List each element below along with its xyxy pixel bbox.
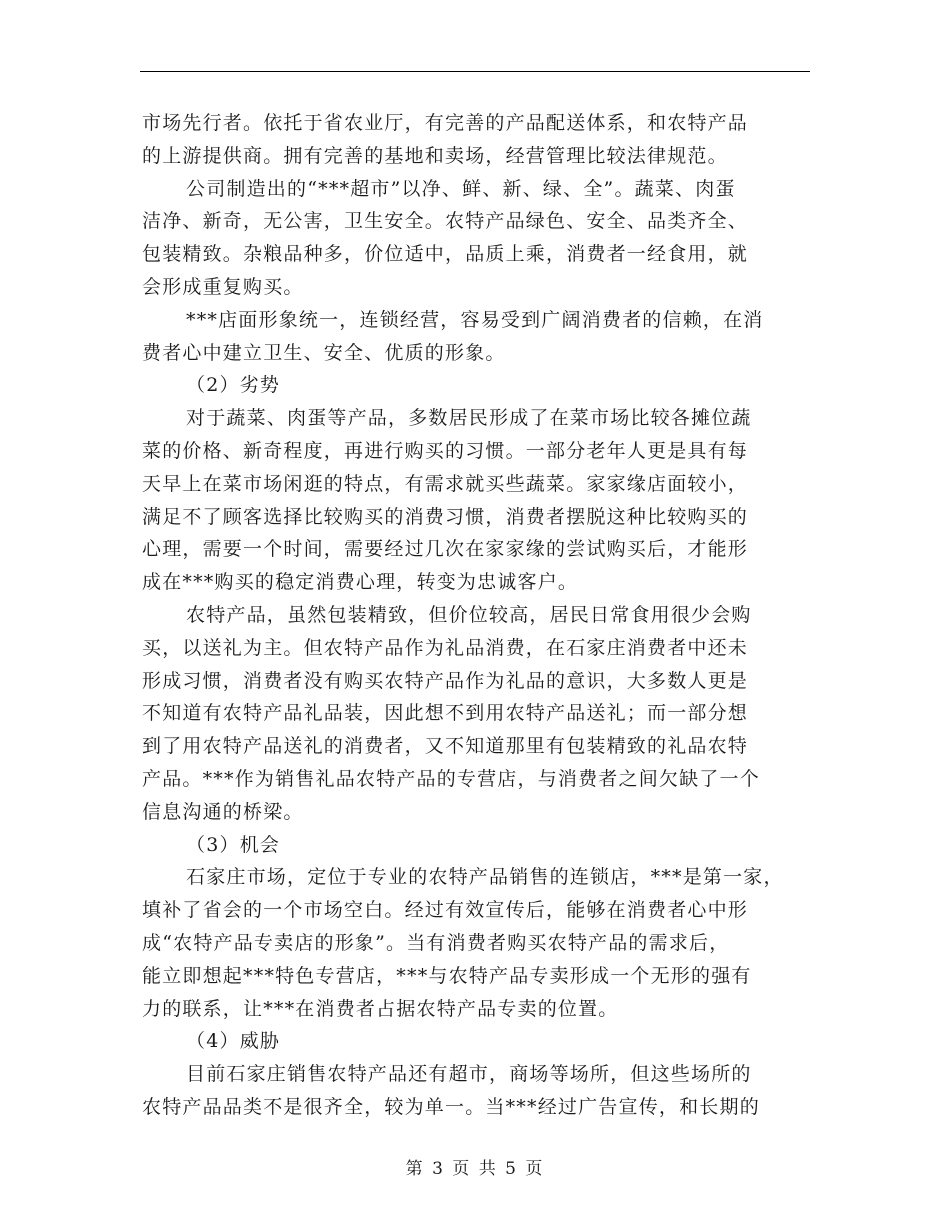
paragraph-start: 农特产品，虽然包装精致，但价位较高，居民日常食用很少会购: [186, 603, 752, 626]
body-line: 的上游提供商。拥有完善的基地和卖场，经营管理比较法律规范。: [142, 144, 728, 167]
body-line: 不知道有农特产品礼品装，因此想不到用农特产品送礼；而一部分想: [142, 702, 749, 725]
body-line: 能立即想起***特色专营店，***与农特产品专卖形成一个无形的强有: [142, 964, 752, 987]
body-line: 费者心中建立卫生、安全、优质的形象。: [142, 341, 506, 364]
body-line: 菜的价格、新奇程度，再进行购买的习惯。一部分老年人更是具有每: [142, 439, 749, 462]
section-heading-threat: （4）威胁: [186, 1030, 281, 1053]
body-line: 力的联系，让***在消费者占据农特产品专卖的位置。: [142, 997, 619, 1020]
page-number-footer: 第 3 页 共 5 页: [405, 1159, 545, 1179]
body-line: 成在***购买的稳定消费心理，转变为忠诚客户。: [142, 571, 579, 594]
body-line: 市场先行者。依托于省农业厅，有完善的产品配送体系，和农特产品: [142, 112, 749, 134]
body-line: 满足不了顾客选择比较购买的消费习惯，消费者摆脱这种比较购买的: [142, 505, 749, 528]
paragraph-start: 目前石家庄销售农特产品还有超市，商场等场所，但这些场所的: [186, 1063, 752, 1086]
section-heading-weakness: （2）劣势: [186, 374, 281, 397]
paragraph-start: 公司制造出的“***超市”以净、鲜、新、绿、全”。蔬菜、肉蛋: [186, 177, 736, 200]
section-heading-opportunity: （3）机会: [186, 833, 281, 856]
body-line: 产品。***作为销售礼品农特产品的专营店，与消费者之间欠缺了一个: [142, 767, 760, 790]
body-line: 心理，需要一个时间，需要经过几次在家家缘的尝试购买后，才能形: [142, 538, 749, 561]
body-line: 会形成重复购买。: [142, 275, 304, 298]
body-line: 洁净、新奇，无公害，卫生安全。农特产品绿色、安全、品类齐全、: [142, 210, 749, 233]
body-line: 到了用农特产品送礼的消费者，又不知道那里有包装精致的礼品农特: [142, 735, 749, 758]
body-line: 天早上在菜市场闲逛的特点，有需求就买些蔬菜。家家缘店面较小，: [142, 472, 749, 495]
body-line: 包装精致。杂粮品种多，价位适中，品质上乘，消费者一经食用，就: [142, 243, 749, 266]
paragraph-start: ***店面形象统一，连锁经营，容易受到广阔消费者的信赖，在消: [186, 308, 764, 331]
paragraph-start: 对于蔬菜、肉蛋等产品，多数居民形成了在菜市场比较各摊位蔬: [186, 407, 752, 430]
body-line: 填补了省会的一个市场空白。经过有效宣传后，能够在消费者心中形: [142, 899, 749, 922]
body-line: 成“农特产品专卖店的形象”。当有消费者购买农特产品的需求后，: [142, 931, 730, 954]
body-line: 信息沟通的桥梁。: [142, 800, 304, 823]
header-rule: [140, 71, 810, 72]
paragraph-start: 石家庄市场，定位于专业的农特产品销售的连锁店，***是第一家，: [186, 866, 784, 889]
body-line: 形成习惯，消费者没有购买农特产品作为礼品的意识，大多数人更是: [142, 669, 749, 692]
body-line: 买，以送礼为主。但农特产品作为礼品消费，在石家庄消费者中还未: [142, 636, 749, 659]
body-line: 农特产品品类不是很齐全，较为单一。当***经过广告宣传，和长期的: [142, 1095, 760, 1118]
document-body: [142, 107, 832, 1124]
